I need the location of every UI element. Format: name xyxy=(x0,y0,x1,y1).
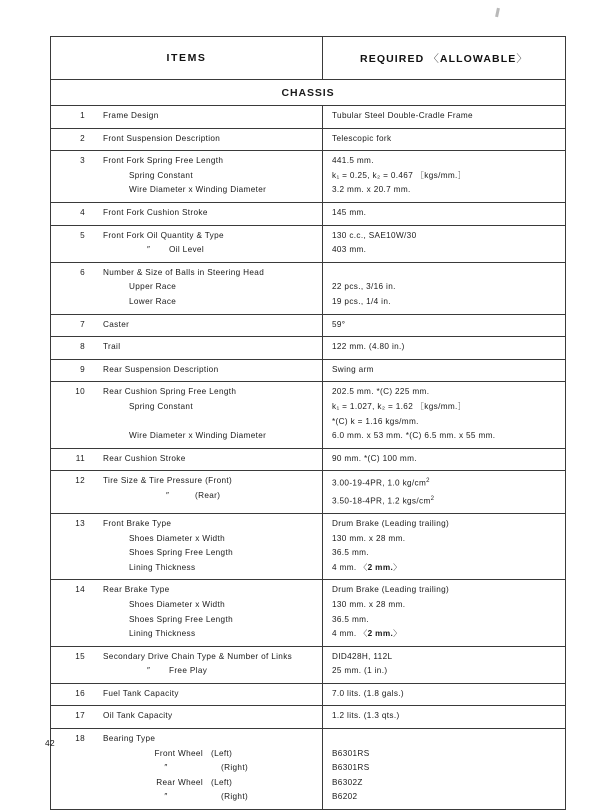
item-subline: Spring Constant xyxy=(129,170,193,180)
section-title-row xyxy=(51,80,566,106)
item-cell-content xyxy=(51,514,322,579)
item-cell xyxy=(51,683,323,706)
required-cell xyxy=(323,106,566,129)
wheel-side-label: (Right) xyxy=(221,792,249,802)
item-cell xyxy=(51,151,323,203)
required-value: 145 mm. xyxy=(332,207,367,217)
superscript-square: 2 xyxy=(426,478,430,485)
required-cell xyxy=(323,471,566,514)
item-cell-content xyxy=(51,647,322,683)
item-label: Front Fork Spring Free Length xyxy=(103,156,224,166)
item-main-line xyxy=(51,340,322,355)
row-index: 8 xyxy=(80,342,85,352)
item-subline xyxy=(51,489,322,504)
item-cell-content xyxy=(51,471,322,507)
item-subline xyxy=(51,415,322,430)
bracket-open: 〈 xyxy=(428,52,440,65)
row-index: 13 xyxy=(75,518,85,528)
required-cell xyxy=(323,337,566,360)
row-index: 11 xyxy=(75,453,85,463)
item-cell-content xyxy=(51,337,322,359)
table-header-row xyxy=(51,37,566,80)
item-subline: Shoes Spring Free Length xyxy=(129,548,233,558)
allowable-limit-value: 2 mm. xyxy=(367,629,394,639)
required-cell xyxy=(323,683,566,706)
required-cell-content xyxy=(323,106,565,128)
required-cell xyxy=(323,513,566,579)
table-row xyxy=(51,225,566,262)
row-index: 4 xyxy=(80,207,85,217)
item-label: Rear Suspension Description xyxy=(103,364,219,374)
header-cell-items xyxy=(51,37,323,80)
row-index: 2 xyxy=(80,133,85,143)
required-cell xyxy=(323,646,566,683)
item-main-line xyxy=(51,452,322,467)
item-subline: Wire Diameter x Winding Diameter xyxy=(129,431,267,441)
required-value: 3.00-19-4PR, 1.0 $kg/cm^2$ xyxy=(332,478,430,489)
page-number: 42 xyxy=(45,738,56,748)
required-cell-content xyxy=(323,706,565,728)
required-value: B6202 xyxy=(332,792,358,802)
item-main-line xyxy=(51,154,322,169)
required-value: 403 mm. xyxy=(332,245,367,255)
section-title-cell xyxy=(51,80,566,106)
row-index: 17 xyxy=(75,711,85,721)
required-value: 130 mm. x 28 mm. xyxy=(332,599,406,609)
item-subline: Spring Constant xyxy=(129,401,193,411)
required-cell-content xyxy=(323,151,565,202)
table-body xyxy=(51,37,566,810)
item-subline xyxy=(51,747,322,762)
required-value: 25 mm. (1 in.) xyxy=(332,666,388,676)
ditto-mark: ″ xyxy=(166,490,169,500)
section-title: CHASSIS xyxy=(281,86,335,99)
item-cell xyxy=(51,359,323,382)
required-value: Drum Brake (Leading trailing) xyxy=(332,518,450,528)
item-subline xyxy=(51,243,322,258)
item-cell-content xyxy=(51,580,322,645)
item-subline xyxy=(51,664,322,679)
item-subline: Upper Race xyxy=(129,282,177,292)
item-cell-content xyxy=(51,129,322,151)
item-label: Oil Tank Capacity xyxy=(103,711,173,721)
item-subline: Lining Thickness xyxy=(129,562,196,572)
item-main-line xyxy=(51,318,322,333)
table-row xyxy=(51,337,566,360)
table-row xyxy=(51,513,566,579)
table-row xyxy=(51,128,566,151)
specification-table xyxy=(50,36,566,810)
item-cell xyxy=(51,202,323,225)
required-value: 4 mm. 〈2 mm.〉 xyxy=(332,629,402,639)
item-subline xyxy=(51,776,322,791)
wheel-label: Front Wheel xyxy=(154,748,203,758)
row-index: 9 xyxy=(80,364,85,374)
ditto-mark: ″ xyxy=(147,666,150,676)
required-cell-content xyxy=(323,471,565,513)
item-subline xyxy=(51,790,322,805)
item-subline: Lower Race xyxy=(129,296,177,306)
wheel-label: Rear Wheel xyxy=(156,777,203,787)
item-cell xyxy=(51,314,323,337)
item-cell xyxy=(51,106,323,129)
item-cell-content xyxy=(51,684,322,706)
required-cell-content xyxy=(323,647,565,683)
required-value xyxy=(332,732,565,747)
required-cell-content xyxy=(323,226,565,262)
row-index: 12 xyxy=(75,476,85,486)
required-value: 90 mm. *(C) 100 mm. xyxy=(332,453,417,463)
scan-artifact xyxy=(495,8,500,17)
wheel-side-label: (Right) xyxy=(221,763,249,773)
row-index: 7 xyxy=(80,319,85,329)
required-cell xyxy=(323,202,566,225)
item-cell xyxy=(51,448,323,471)
item-label: Rear Brake Type xyxy=(103,585,170,595)
item-main-line xyxy=(51,385,322,400)
row-index: 14 xyxy=(75,585,85,595)
required-value: Tubular Steel Double-Cradle Frame xyxy=(332,111,473,120)
item-cell-content xyxy=(51,106,322,128)
table-row xyxy=(51,151,566,203)
item-cell xyxy=(51,729,323,810)
required-value: Telescopic fork xyxy=(332,133,392,143)
required-cell-content xyxy=(323,449,565,471)
item-cell xyxy=(51,382,323,448)
required-value: k₁ = 1.027, k₂ = 1.62 ［kgs/mm.］ xyxy=(332,401,467,411)
required-cell xyxy=(323,151,566,203)
item-main-line xyxy=(51,266,322,281)
item-cell-content xyxy=(51,360,322,382)
required-value: 130 mm. x 28 mm. xyxy=(332,533,406,543)
item-label: Front Fork Cushion Stroke xyxy=(103,207,208,217)
superscript-square: 2 xyxy=(430,495,434,502)
row-index: 5 xyxy=(80,230,85,240)
row-index: 1 xyxy=(80,111,85,120)
item-subline xyxy=(51,761,322,776)
item-cell xyxy=(51,471,323,514)
wheel-side-label: (Left) xyxy=(211,777,233,787)
required-value: 7.0 lits. (1.8 gals.) xyxy=(332,688,404,698)
required-value: k₁ = 0.25, k₂ = 0.467 ［kgs/mm.］ xyxy=(332,170,467,180)
item-label: Caster xyxy=(103,319,130,329)
required-cell xyxy=(323,225,566,262)
item-main-line xyxy=(51,517,322,532)
item-cell-content xyxy=(51,151,322,202)
required-cell xyxy=(323,128,566,151)
required-value: 122 mm. (4.80 in.) xyxy=(332,342,405,352)
item-main-line xyxy=(51,709,322,724)
ditto-mark: ″ xyxy=(147,245,150,255)
item-cell-content xyxy=(51,263,322,314)
header-required-label xyxy=(360,53,528,65)
item-subline-text: Free Play xyxy=(169,666,208,676)
required-value: 59° xyxy=(332,319,346,329)
required-value: 1.2 lits. (1.3 qts.) xyxy=(332,711,400,721)
required-cell-content xyxy=(323,729,565,809)
required-cell-content xyxy=(323,360,565,382)
item-cell-content xyxy=(51,203,322,225)
required-cell-content xyxy=(323,263,565,314)
required-cell xyxy=(323,262,566,314)
item-subline: Wire Diameter x Winding Diameter xyxy=(129,185,267,195)
item-cell xyxy=(51,706,323,729)
item-label: Secondary Drive Chain Type & Number of Links xyxy=(103,651,293,661)
item-subline-text: (Rear) xyxy=(195,490,221,500)
table-row xyxy=(51,706,566,729)
table-row xyxy=(51,106,566,129)
item-main-line xyxy=(51,687,322,702)
item-cell xyxy=(51,262,323,314)
ditto-mark: ″ xyxy=(164,763,168,773)
required-cell xyxy=(323,706,566,729)
row-index: 15 xyxy=(75,651,85,661)
table-row xyxy=(51,262,566,314)
table-row xyxy=(51,448,566,471)
required-cell-content xyxy=(323,580,565,645)
required-cell-content xyxy=(323,315,565,337)
item-label: Front Fork Oil Quantity & Type xyxy=(103,230,224,240)
table-row xyxy=(51,580,566,646)
required-cell-content xyxy=(323,203,565,225)
required-cell-content xyxy=(323,337,565,359)
item-subline: Shoes Diameter x Width xyxy=(129,599,225,609)
item-main-line xyxy=(51,206,322,221)
item-label: Tire Size & Tire Pressure (Front) xyxy=(103,476,233,486)
item-main-line xyxy=(51,229,322,244)
wheel-side-label: (Left) xyxy=(211,748,233,758)
table-row xyxy=(51,646,566,683)
item-label: Rear Cushion Stroke xyxy=(103,453,186,463)
required-value: 36.5 mm. xyxy=(332,548,369,558)
item-main-line xyxy=(51,363,322,378)
header-cell-required xyxy=(323,37,566,80)
item-cell xyxy=(51,513,323,579)
item-subline: Shoes Spring Free Length xyxy=(129,614,233,624)
table-row xyxy=(51,471,566,514)
item-subline: Shoes Diameter x Width xyxy=(129,533,225,543)
item-label: Front Brake Type xyxy=(103,518,172,528)
item-label: Trail xyxy=(103,342,121,352)
required-value: 441.5 mm. xyxy=(332,156,374,166)
required-cell xyxy=(323,729,566,810)
item-main-line xyxy=(51,650,322,665)
ditto-mark: ″ xyxy=(164,792,168,802)
item-label: Frame Design xyxy=(103,111,159,120)
item-subline-text: Oil Level xyxy=(169,245,205,255)
header-items-label: ITEMS xyxy=(166,52,207,64)
item-label: Bearing Type xyxy=(103,734,156,744)
required-value: 19 pcs., 1/4 in. xyxy=(332,296,391,306)
item-subline: Lining Thickness xyxy=(129,629,196,639)
table-row xyxy=(51,729,566,810)
required-value: 3.2 mm. x 20.7 mm. xyxy=(332,185,411,195)
required-cell xyxy=(323,382,566,448)
required-value: B6302Z xyxy=(332,777,363,787)
required-value: 202.5 mm. *(C) 225 mm. xyxy=(332,387,430,397)
row-index: 3 xyxy=(80,156,85,166)
item-cell xyxy=(51,337,323,360)
required-cell xyxy=(323,580,566,646)
required-value: 6.0 mm. x 53 mm. *(C) 6.5 mm. x 55 mm. xyxy=(332,431,496,441)
item-cell-content xyxy=(51,449,322,471)
required-value: Swing arm xyxy=(332,364,374,374)
item-cell-content xyxy=(51,315,322,337)
item-main-line xyxy=(51,109,322,124)
item-cell-content xyxy=(51,706,322,728)
item-cell xyxy=(51,128,323,151)
required-value: B6301RS xyxy=(332,748,370,758)
required-cell xyxy=(323,448,566,471)
item-cell-content xyxy=(51,729,322,809)
required-value xyxy=(332,266,565,281)
table-row xyxy=(51,359,566,382)
table-row xyxy=(51,202,566,225)
item-label: Rear Cushion Spring Free Length xyxy=(103,387,237,397)
allowable-limit-value: 2 mm. xyxy=(367,562,394,572)
item-cell xyxy=(51,225,323,262)
required-value: DID428H, 112L xyxy=(332,651,393,661)
required-value: 36.5 mm. xyxy=(332,614,369,624)
row-index: 10 xyxy=(75,387,85,397)
item-cell xyxy=(51,646,323,683)
required-cell-content xyxy=(323,129,565,151)
item-cell-content xyxy=(51,226,322,262)
required-value: 22 pcs., 3/16 in. xyxy=(332,282,396,292)
required-value: B6301RS xyxy=(332,763,370,773)
row-index: 6 xyxy=(80,267,85,277)
header-allowable-text: ALLOWABLE xyxy=(439,52,517,65)
required-cell xyxy=(323,314,566,337)
item-main-line xyxy=(51,732,322,747)
required-value: 130 c.c., SAE10W/30 xyxy=(332,230,417,240)
bracket-close: 〉 xyxy=(516,52,528,65)
item-label: Fuel Tank Capacity xyxy=(103,688,179,698)
item-label: Front Suspension Description xyxy=(103,133,221,143)
header-required-text: REQUIRED xyxy=(360,52,425,65)
row-index: 18 xyxy=(75,734,85,744)
required-cell-content xyxy=(323,382,565,447)
row-index: 16 xyxy=(75,688,85,698)
item-main-line xyxy=(51,474,322,489)
table-row xyxy=(51,683,566,706)
required-value: 3.50-18-4PR, 1.2 kgs/$cm^2$ xyxy=(332,495,434,506)
item-main-line xyxy=(51,583,322,598)
required-value: *(C) k = 1.16 kgs/mm. xyxy=(332,416,419,426)
item-main-line xyxy=(51,132,322,147)
item-label: Number & Size of Balls in Steering Head xyxy=(103,267,265,277)
required-value: Drum Brake (Leading trailing) xyxy=(332,585,450,595)
required-value: 4 mm. 〈2 mm.〉 xyxy=(332,562,402,572)
table-row xyxy=(51,314,566,337)
required-cell-content xyxy=(323,514,565,579)
item-cell-content xyxy=(51,382,322,447)
table-row xyxy=(51,382,566,448)
item-cell xyxy=(51,580,323,646)
required-cell-content xyxy=(323,684,565,706)
required-cell xyxy=(323,359,566,382)
